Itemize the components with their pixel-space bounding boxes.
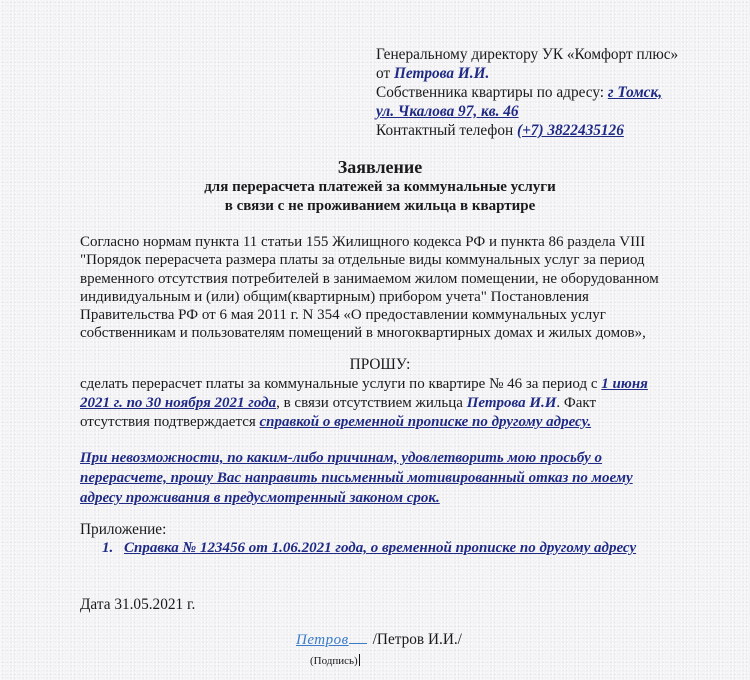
request-line-3 (80, 413, 700, 432)
signature-caption (310, 654, 360, 668)
signature-name: /Петров И.И./ (372, 631, 462, 648)
request-text: , в связи отсутствием жильца (276, 395, 467, 411)
period-start: 1 июня (601, 376, 648, 392)
phone-number: (+7) 3822435126 (516, 122, 624, 139)
attachment-text: Справка № 123456 от 1.06.2021 года, о временной прописке по другому адресу (124, 540, 637, 556)
period-range: 2021 г. по 30 ноября 2021 года (80, 395, 277, 411)
date-line: Дата 31.05.2021 г. (80, 596, 196, 613)
paragraph-line: индивидуальным и (или) общим(квартирным) прибором учета" Постановления (80, 288, 589, 305)
text-cursor (359, 654, 360, 666)
paragraph-line: Правительства РФ от 6 мая 2011 г. N 354 «О предоставлении коммунальных услуг (80, 307, 606, 324)
paragraph-line: собственникам и пользователям помещений в многоквартирных домах и жилых домов», (80, 325, 646, 342)
request-heading: ПРОШУ: (349, 356, 411, 373)
request-paragraph (80, 375, 700, 432)
phone-prefix: Контактный телефон (376, 122, 517, 139)
attachment-item (102, 539, 636, 558)
document-title: Заявление (337, 157, 423, 177)
paragraph-line: "Порядок перерасчета размера платы за отдельные виды коммунальных услуг за период (80, 252, 645, 269)
document-subtitle-2: в связи с не проживанием жильца в квартире (224, 198, 536, 214)
signature-underline (349, 631, 367, 644)
owner-line (376, 83, 696, 102)
proof-document: справкой о временной прописке по другому адресу. (259, 414, 592, 430)
request-text: сделать перерасчет платы за коммунальные услуги по квартире № 46 за период с (80, 376, 602, 392)
handwritten-signature: Петров (296, 632, 349, 648)
document-title-block (120, 156, 640, 216)
owner-prefix: Собственника квартиры по адресу: (376, 84, 608, 101)
paragraph-line: Согласно нормам пункта 11 статьи 155 Жилищного кодекса РФ и пункта 86 раздела VIII (80, 234, 646, 250)
request-line-2 (80, 394, 700, 413)
addressee-line: Генеральному директору УК «Комфорт плюс» (376, 46, 679, 63)
address-city: г Томск, (607, 84, 663, 101)
attachments-label: Приложение: (80, 521, 167, 538)
request-text: отсутствия подтверждается (80, 414, 260, 430)
legal-basis-paragraph (80, 233, 700, 343)
from-prefix: от (376, 65, 394, 82)
signature-caption-text: (Подпись) (310, 655, 358, 667)
refusal-line: перерасчете, прошу Вас направить письменный мотивированный отказ по моему (80, 470, 633, 486)
signature-line (296, 630, 462, 650)
refusal-line: адресу проживания в предусмотренный законом срок. (80, 490, 440, 506)
address-street: ул. Чкалова 97, кв. 46 (376, 103, 519, 120)
applicant-name: Петрова И.И. (393, 65, 490, 82)
attachment-number: 1. (102, 540, 114, 556)
address-line (376, 102, 696, 121)
refusal-clause (80, 448, 700, 508)
request-line-1 (80, 375, 700, 394)
phone-line (376, 121, 696, 140)
tenant-name: Петрова И.И (466, 395, 557, 411)
addressee-block (376, 45, 696, 140)
request-text: . Факт (556, 395, 597, 411)
document-subtitle-1: для перерасчета платежей за коммунальные услуги (204, 179, 556, 195)
from-line (376, 64, 696, 83)
paragraph-line: временного отсутствия потребителей в занимаемом жилом помещении, не оборудованном (80, 270, 659, 287)
refusal-line: При невозможности, по каким-либо причинам, удовлетворить мою просьбу о (80, 450, 603, 466)
